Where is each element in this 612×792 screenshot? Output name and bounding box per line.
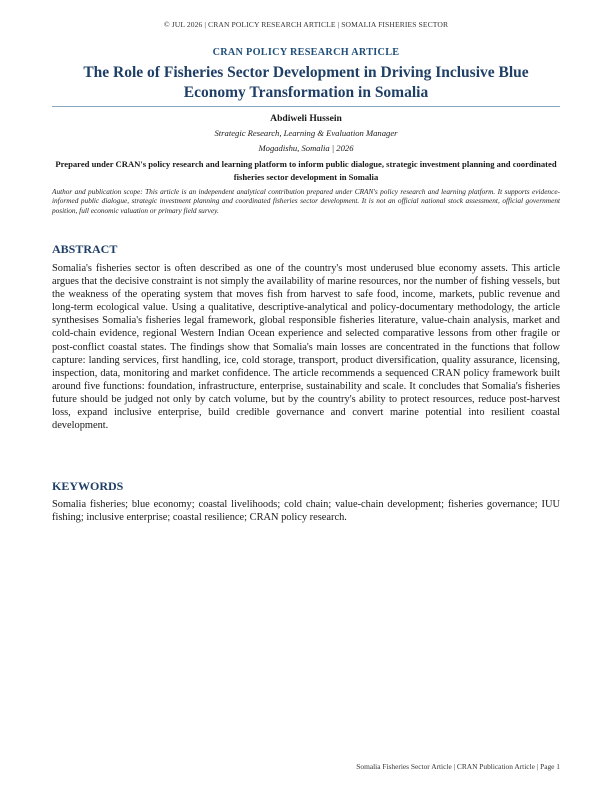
abstract-text: Somalia's fisheries sector is often described as one of the country's most underused blue economy assets. This article argues that the decisive constraint is not simply the availability of marine resources, nor the number of fishing vessels, but the weakness of the operating system that moves fish from harvest to safe food, income, markets, public revenue and long-term ecological value. Using a qualitative, descriptive-analytical and policy-documentary methodology, the article synthesises Somalia's fisheries legal framework, global responsible fisheries literature, value-chain analysis, market and cold-chain evidence, regional Western Indian Ocean experience and selected comparative lessons from other fragile or post-conflict coastal states. The findings show that Somalia's main losses are concentrated in the functions that follow capture: landing services, first handling, ice, cold storage, transport, product diversification, quality assurance, licensing, inspection, data, monitoring and market confidence. The article recommends a sequenced CRAN policy framework built around five functions: foundation, infrastructure, enterprise, sustainability and scale. It concludes that Somalia's fisheries future should be judged not only by catch volume, but by the country's ability to protect resources, reduce post-harvest loss, expand inclusive enterprise, build credible governance and convert marine potential into resilient coastal development.: [52, 263, 560, 432]
author-role: Strategic Research, Learning & Evaluation Manager: [214, 128, 398, 138]
scope-note: Author and publication scope: This article is an independent analytical contribution prepared under CRAN's policy research and learning platform. It supports evidence-informed public dialogue, strategic investment planning and coordinated fisheries sector development. It is not an official national stock assessment, official government position, full economic valuation or primary field survey.: [52, 187, 560, 215]
prepared-note: Prepared under CRAN's policy research and learning platform to inform public dialogue, strategic investment planning and coordinated fisheries sector development in Somalia: [55, 159, 557, 182]
running-header: © JUL 2026 | CRAN POLICY RESEARCH ARTICLE | SOMALIA FISHERIES SECTOR: [163, 20, 449, 29]
keywords-heading: KEYWORDS: [52, 479, 124, 493]
article-title: The Role of Fisheries Sector Development in Driving Inclusive Blue Economy Transformation in Somalia: [83, 64, 529, 101]
author-location-date: Mogadishu, Somalia | 2026: [258, 143, 354, 153]
abstract-heading: ABSTRACT: [52, 242, 118, 256]
page-footer: Somalia Fisheries Sector Article | CRAN Publication Article | Page 1: [356, 762, 560, 771]
keywords-text: Somalia fisheries; blue economy; coastal livelihoods; cold chain; value-chain development; fisheries governance; IUU fishing; inclusive enterprise; coastal resilience; CRAN policy research.: [52, 499, 560, 524]
title-divider: [52, 106, 560, 107]
author-name: Abdiweli Hussein: [270, 113, 342, 124]
article-type-kicker: CRAN POLICY RESEARCH ARTICLE: [212, 47, 400, 58]
